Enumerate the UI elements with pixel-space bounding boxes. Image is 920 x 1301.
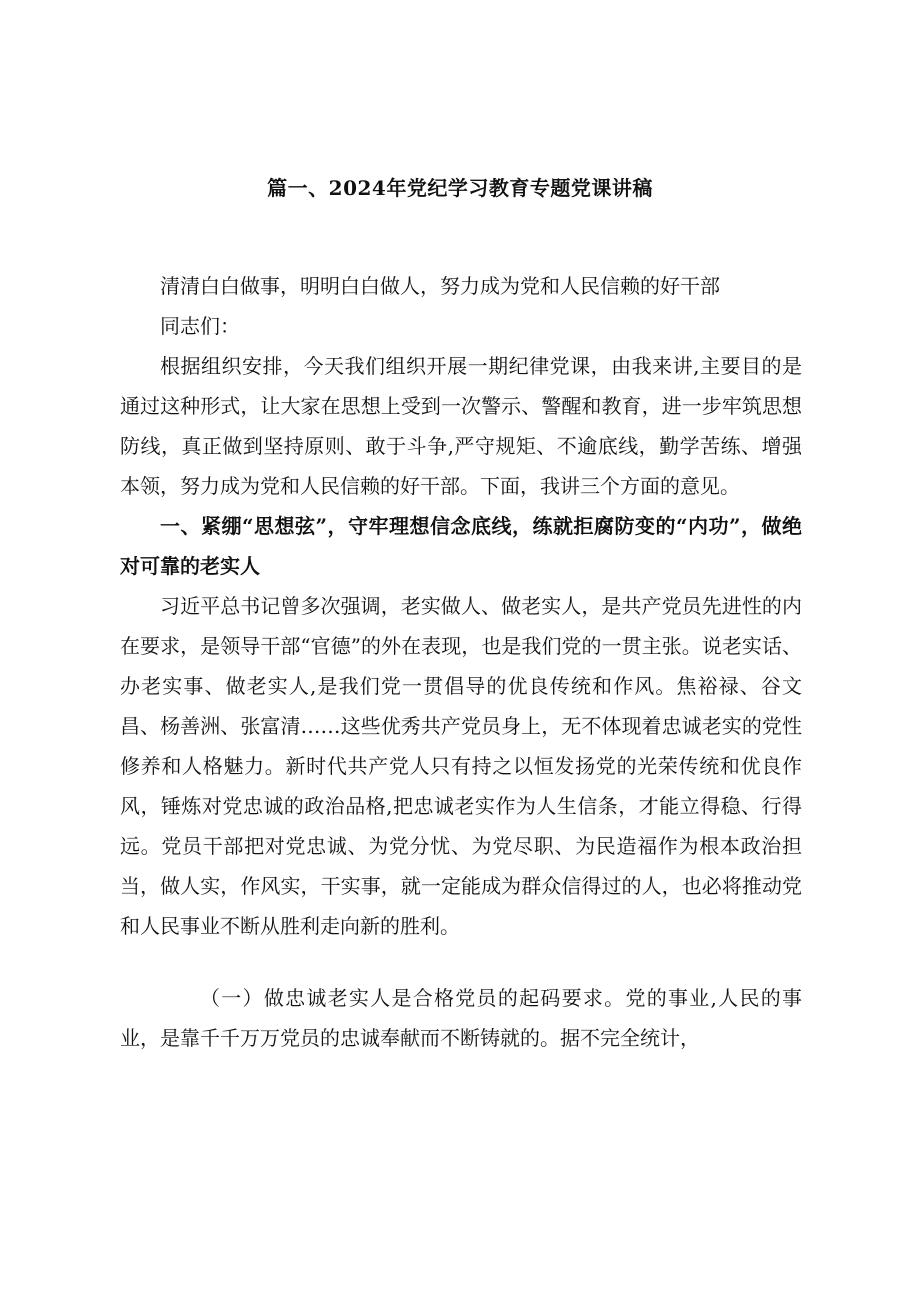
subtitle-paragraph: 清清白白做事，明明白白做人，努力成为党和人民信赖的好干部 bbox=[160, 274, 720, 298]
intro-paragraph: 根据组织安排，今天我们组织开展一期纪律党课，由我来讲,主要目的是通过这种形式，让大家在思想上受到一次警示、警醒和教育，进一步牢筑思想防线，真正做到坚持原则、敢于斗争,严守规矩、不逾底线，勤学苦练、增强本领，努力成为党和人民信赖的好干部。下面，我讲三个方面的意见。 bbox=[120, 354, 802, 498]
subsection-1-paragraph: （一）做忠诚老实人是合格党员的起码要求。党的事业,人民的事业，是靠千千万万党员的忠诚奉献而不断铸就的。据不完全统计， bbox=[120, 986, 802, 1050]
document-title: 篇一、2024年党纪学习教育专题党课讲稿 bbox=[267, 176, 653, 200]
paragraph-gap bbox=[120, 946, 802, 978]
salutation-paragraph: 同志们： bbox=[160, 314, 240, 338]
section-1-body: 习近平总书记曾多次强调，老实做人、做老实人，是共产党员先进性的内在要求，是领导干部“官德”的外在表现，也是我们党的一贯主张。说老实话、办老实事、做老实人,是我们党一贯倡导的优良传统和作风。焦裕禄、谷文昌、杨善洲、张富清……这些优秀共产党员身上，无不体现着忠诚老实的党性修养和人格魅力。新时代共产党人只有持之以恒发扬党的光荣传统和优良作风，锤炼对党忠诚的政治品格,把忠诚老实作为人生信条，才能立得稳、行得远。党员干部把对党忠诚、为党分忧、为党尽职、为民造福作为根本政治担当，做人实，作风实，干实事，就一定能成为群众信得过的人，也必将推动党和人民事业不断从胜利走向新的胜利。 bbox=[120, 594, 802, 938]
document-body bbox=[120, 266, 802, 1058]
section-1-heading: 一、紧绷“思想弦”，守牢理想信念底线，练就拒腐防变的“内功”，做绝对可靠的老实人 bbox=[120, 514, 802, 578]
